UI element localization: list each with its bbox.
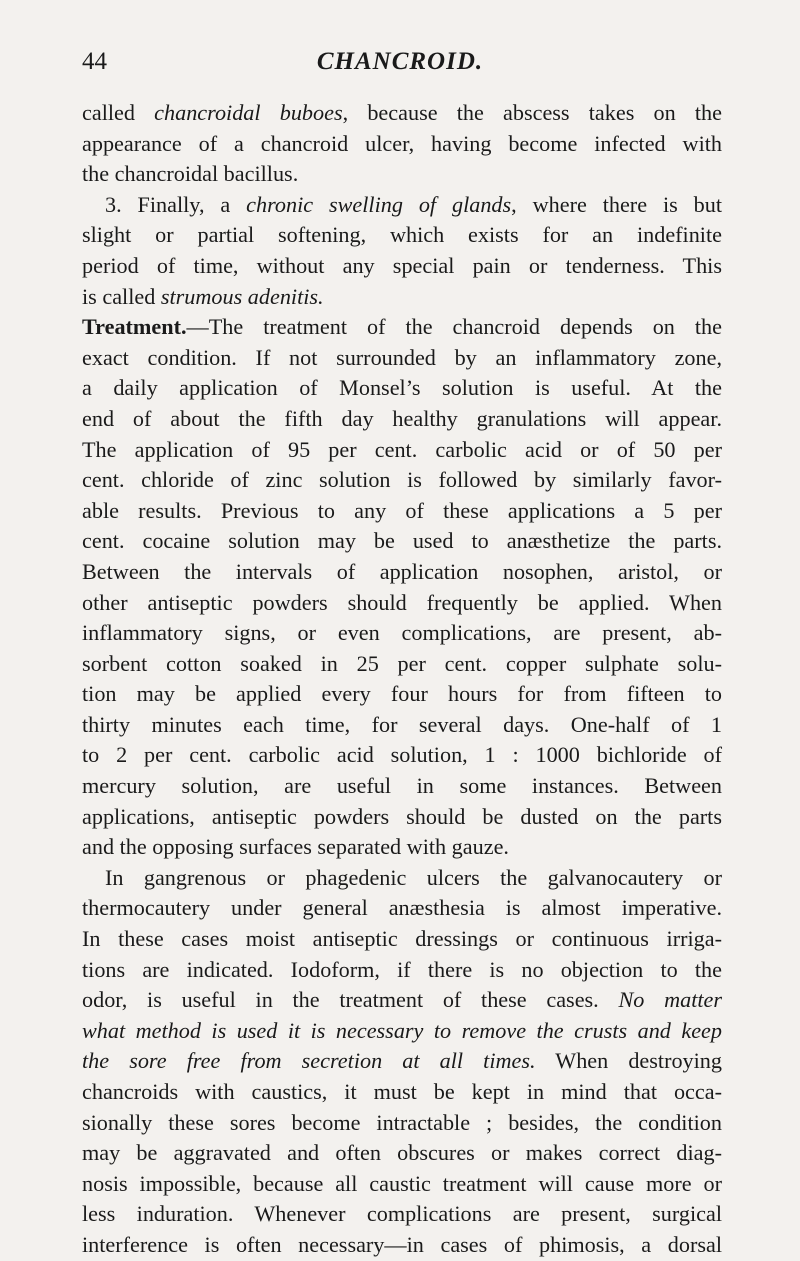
italic-text: strumous adenitis. — [160, 283, 324, 309]
text-line — [82, 1077, 722, 1108]
text-line — [82, 924, 722, 955]
text-segment: , because the abscess takes on the — [342, 100, 723, 125]
text-segment: end of about the fifth day healthy granulations will appear. — [82, 405, 722, 431]
italic-text: what method is used it is necessary to remove the crusts and keep — [82, 1017, 722, 1043]
text-line — [82, 251, 722, 282]
text-line — [82, 343, 722, 374]
text-line — [82, 802, 722, 833]
text-segment: 3. Finally, a — [105, 191, 247, 217]
text-line — [82, 373, 722, 404]
text-segment: exact condition. If not surrounded by an inflammatory zone, — [82, 344, 722, 370]
text-segment: tions are indicated. Iodoform, if there is no objection to the — [82, 956, 722, 982]
text-segment: period of time, without any special pain or tenderness. This — [82, 252, 722, 278]
bold-text: Treatment. — [82, 314, 187, 340]
italic-text: chancroidal buboes — [154, 100, 343, 125]
text-segment: The application of 95 per cent. carbolic acid or of 50 per — [82, 436, 722, 462]
text-line — [82, 465, 722, 496]
text-line — [82, 1169, 722, 1200]
italic-text: the sore free from secretion at all times. — [82, 1048, 536, 1074]
text-segment: thermocautery under general anæsthesia is almost imperative. — [82, 895, 722, 921]
text-line — [82, 740, 722, 771]
page-number: 44 — [82, 48, 107, 75]
text-line — [82, 190, 722, 221]
text-line — [82, 679, 722, 710]
text-segment: the chancroidal bacillus. — [82, 161, 299, 187]
text-segment: tion may be applied every four hours for from fifteen to — [82, 681, 722, 707]
text-line — [82, 985, 722, 1016]
text-line — [82, 404, 722, 435]
text-line — [82, 435, 722, 466]
text-segment: is called — [82, 283, 161, 309]
text-segment: a daily application of Monsel’s solution is useful. At the — [82, 375, 722, 401]
text-segment: Between the intervals of application nosophen, aristol, or — [82, 558, 722, 584]
italic-text: No matter — [618, 987, 722, 1013]
text-line — [82, 526, 722, 557]
text-line — [82, 588, 722, 619]
text-segment: When destroying — [535, 1048, 722, 1074]
text-line — [82, 771, 722, 802]
text-segment: In these cases moist antiseptic dressings or continuous irriga- — [82, 926, 722, 952]
text-line — [82, 832, 722, 863]
text-line — [82, 1046, 722, 1077]
text-line — [82, 1199, 722, 1230]
text-segment: may be aggravated and often obscures or makes correct diag- — [82, 1140, 722, 1166]
text-segment: slight or partial softening, which exists for an indefinite — [82, 222, 722, 248]
text-line — [82, 1230, 722, 1261]
text-line — [82, 955, 722, 986]
text-segment: cent. cocaine solution may be used to anæsthetize the parts. — [82, 528, 722, 554]
text-line — [82, 312, 722, 343]
text-line — [82, 1016, 722, 1047]
italic-text: chronic swelling of glands — [246, 191, 512, 217]
text-line — [82, 98, 722, 129]
text-line — [82, 1108, 722, 1139]
text-segment: thirty minutes each time, for several days. One-half of 1 — [82, 711, 722, 737]
text-segment: called — [82, 100, 155, 125]
text-segment: inflammatory signs, or even complications, are present, ab- — [82, 620, 722, 646]
text-line — [82, 863, 722, 894]
text-segment: interference is often necessary—in cases of phimosis, a dorsal — [82, 1231, 722, 1257]
text-line — [82, 893, 722, 924]
running-title: CHANCROID. — [316, 48, 484, 75]
text-segment: able results. Previous to any of these applications a 5 per — [82, 497, 722, 523]
text-segment: , where there is but — [511, 191, 722, 217]
text-segment: odor, is useful in the treatment of these cases. — [82, 987, 619, 1013]
text-line — [82, 618, 722, 649]
body-text — [82, 98, 722, 1261]
text-segment: mercury solution, are useful in some instances. Between — [82, 773, 722, 799]
text-segment: cent. chloride of zinc solution is followed by similarly favor- — [82, 467, 722, 493]
text-line — [82, 129, 722, 160]
text-segment: chancroids with caustics, it must be kept in mind that occa- — [82, 1079, 722, 1104]
text-segment: less induration. Whenever complications are present, surgical — [82, 1201, 722, 1227]
text-line — [82, 557, 722, 588]
text-segment: In gangrenous or phagedenic ulcers the galvanocautery or — [105, 864, 722, 890]
text-segment: and the opposing surfaces separated with gauze. — [82, 834, 509, 860]
text-segment: applications, antiseptic powders should be dusted on the parts — [82, 803, 722, 829]
page-header — [82, 48, 718, 80]
text-line — [82, 220, 722, 251]
text-line — [82, 159, 722, 190]
text-segment: sionally these sores become intractable ; besides, the condition — [82, 1109, 722, 1135]
text-line — [82, 282, 722, 313]
text-line — [82, 710, 722, 741]
text-line — [82, 1138, 722, 1169]
text-line — [82, 649, 722, 680]
text-segment: appearance of a chancroid ulcer, having become infected with — [82, 130, 722, 156]
text-segment: to 2 per cent. carbolic acid solution, 1 : 1000 bichloride of — [82, 742, 722, 768]
text-segment: other antiseptic powders should frequently be applied. When — [82, 589, 722, 615]
text-line — [82, 496, 722, 527]
text-segment: sorbent cotton soaked in 25 per cent. copper sulphate solu- — [82, 650, 722, 676]
text-segment: —The treatment of the chancroid depends on the — [186, 314, 722, 340]
text-segment: nosis impossible, because all caustic treatment will cause more or — [82, 1170, 722, 1196]
